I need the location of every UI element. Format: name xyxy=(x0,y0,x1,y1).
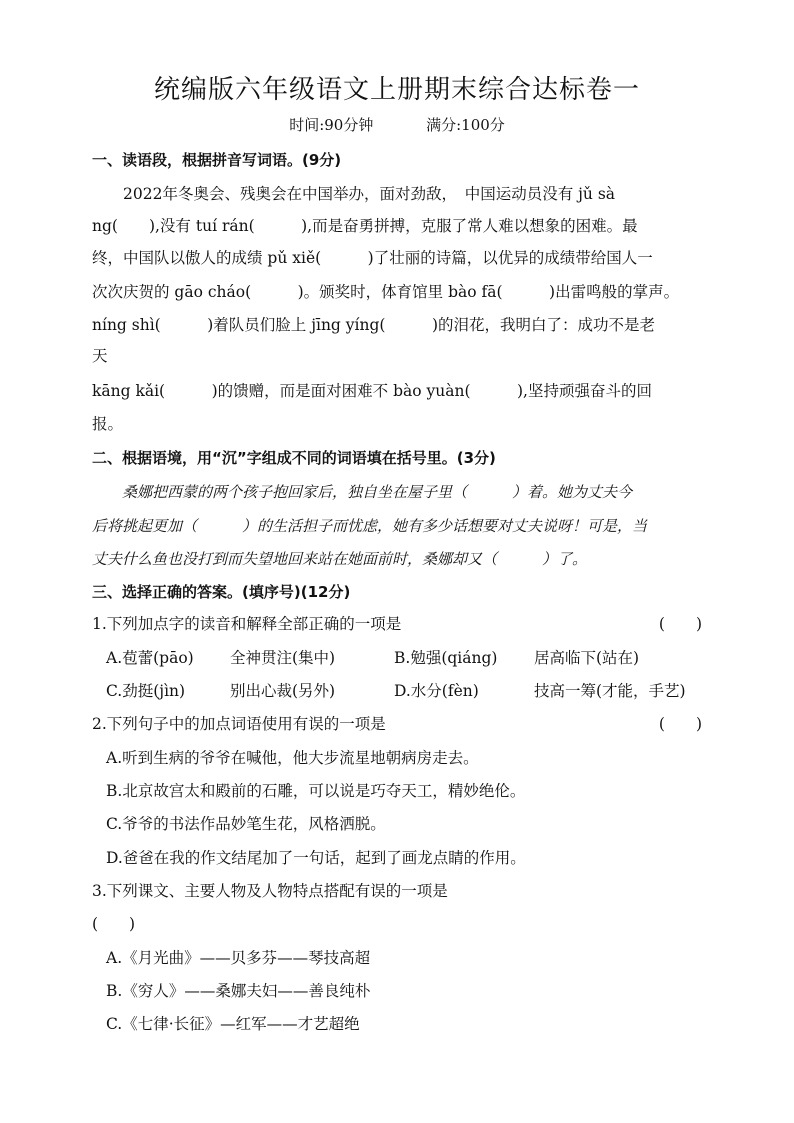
section1-line: ng( ),没有 tuí rán( ),而是奋勇拼搏，克服了常人难以想象的困难。最 xyxy=(92,217,638,235)
option-b[interactable]: B.北京故宫太和殿前的石雕，可以说是巧夺天工，精妙绝伦。 xyxy=(106,782,526,800)
section1-line: 报。 xyxy=(92,415,124,433)
option-b[interactable]: B.勉强(qiáng) xyxy=(394,649,498,667)
option-d[interactable]: D.爸爸在我的作文结尾加了一句话，起到了画龙点睛的作用。 xyxy=(106,849,526,867)
page-title: 统编版六年级语文上册期末综合达标卷一 xyxy=(153,75,640,105)
exam-meta xyxy=(0,114,794,136)
section2-heading: 二、根据语境，用“沉”字组成不同的词语填在括号里。(3分) xyxy=(92,449,496,467)
option-d-detail: 技高一筹(才能，手艺) xyxy=(534,682,686,700)
option-c[interactable]: C.爷爷的书法作品妙笔生花，风格洒脱。 xyxy=(106,815,386,833)
option-c-detail: 别出心裁(另外) xyxy=(230,682,336,700)
exam-time: 时间:90分钟 xyxy=(289,116,374,134)
question-2-stem: 2.下列句子中的加点词语使用有误的一项是 xyxy=(92,715,386,733)
option-b[interactable]: B.《穷人》——桑娜夫妇——善良纯朴 xyxy=(106,982,371,1000)
section2-line: 桑娜把西蒙的两个孩子抱回家后，独自坐在屋子里（ ）着。她为丈夫今 xyxy=(92,483,633,501)
section1-line: 次次庆贺的 gāo cháo( )。颁奖时，体育馆里 bào fā( )出雷鸣般的掌声。 xyxy=(92,283,680,301)
question-2 xyxy=(92,712,702,736)
section1-line: níng shì( )着队员们脸上 jīng yíng( )的泪花，我明白了：成功不是老 xyxy=(92,316,655,334)
answer-paren[interactable]: ( ) xyxy=(658,615,702,633)
section2-line: 后将挑起更加（ ）的生活担子而忧虑，她有多少话想要对丈夫说呀！可是，当 xyxy=(92,517,648,535)
section3-heading: 三、选择正确的答案。(填序号)(12分) xyxy=(92,583,351,601)
option-c[interactable]: C.《七律·长征》—红军——才艺超绝 xyxy=(106,1015,360,1033)
question-1-stem: 1.下列加点字的读音和解释全部正确的一项是 xyxy=(92,615,402,633)
question-1 xyxy=(92,612,702,636)
section1-line: 终，中国队以傲人的成绩 pǔ xiě( )了壮丽的诗篇，以优异的成绩带给国人一 xyxy=(92,249,653,267)
answer-paren[interactable]: ( ) xyxy=(658,715,702,733)
section1-line: 天 xyxy=(92,347,108,365)
section1-line: kāng kǎi( )的馈赠，而是面对困难不 bào yuàn( ),坚持顽强奋斗的回 xyxy=(92,382,652,400)
option-a[interactable]: A.听到生病的爷爷在喊他，他大步流星地朝病房走去。 xyxy=(106,749,479,767)
option-b-detail: 居高临下(站在) xyxy=(534,649,640,667)
section1-heading: 一、读语段，根据拼音写词语。(9分) xyxy=(92,151,342,169)
option-a-detail: 全神贯注(集中) xyxy=(230,649,336,667)
question-3-stem: 3.下列课文、主要人物及人物特点搭配有误的一项是 xyxy=(92,882,448,900)
section1-line: 2022年冬奥会、残奥会在中国举办，面对劲敌， 中国运动员没有 jǔ sà xyxy=(92,185,616,203)
section2-line: 丈夫什么鱼也没打到而失望地回来站在她面前时，桑娜却又（ ）了。 xyxy=(92,550,588,568)
exam-score: 满分:100分 xyxy=(426,116,505,134)
option-a[interactable]: A.苞蕾(pāo) xyxy=(106,649,194,667)
option-d[interactable]: D.水分(fèn) xyxy=(394,682,479,700)
option-a[interactable]: A.《月光曲》——贝多芬——琴技高超 xyxy=(106,949,371,967)
answer-paren[interactable]: ( ) xyxy=(92,915,136,933)
option-c[interactable]: C.劲挺(jìn) xyxy=(106,682,186,700)
